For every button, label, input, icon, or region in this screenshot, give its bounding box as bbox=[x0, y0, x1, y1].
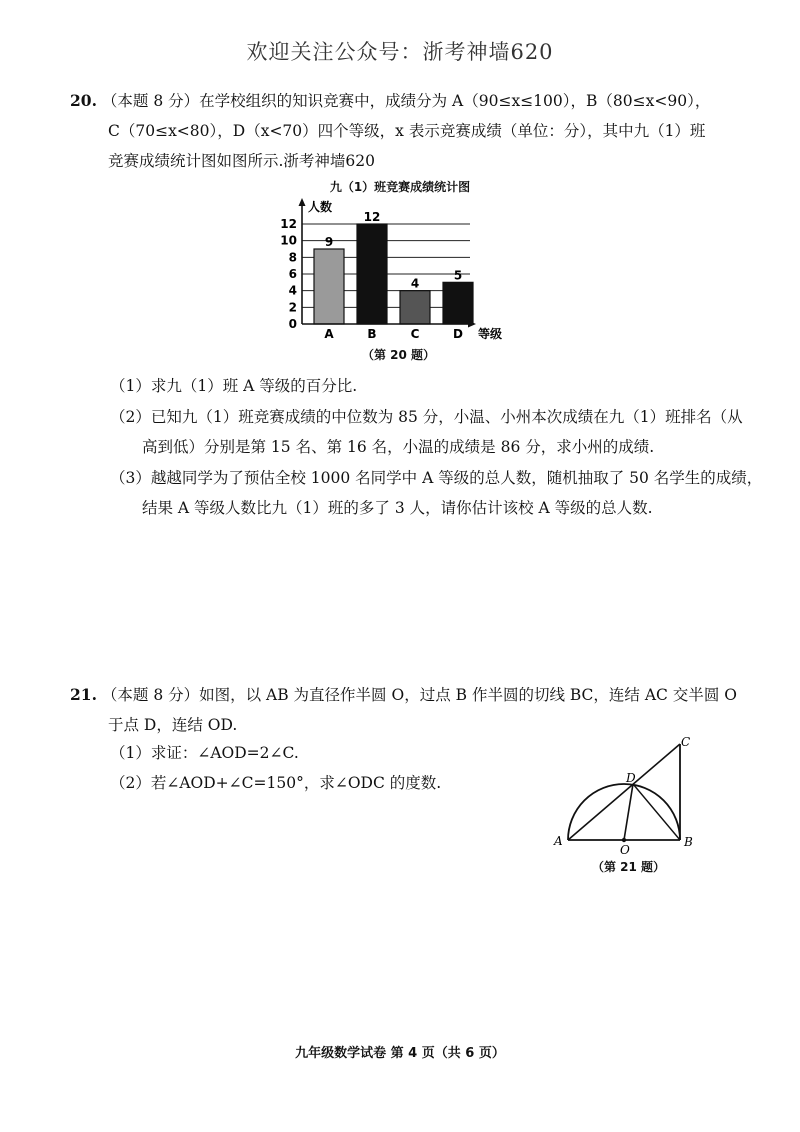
page-footer: 九年级数学试卷 第 4 页（共 6 页） bbox=[295, 1046, 505, 1061]
bar-chart bbox=[270, 196, 540, 346]
bar-value-label: 12 bbox=[363, 210, 381, 224]
q20-part3 bbox=[110, 463, 770, 523]
bar-value-label: 9 bbox=[324, 235, 334, 249]
watermark-text: 欢迎关注公众号：浙考神墙620 bbox=[246, 40, 554, 64]
question-21-number: 21. bbox=[70, 685, 97, 704]
segment-ac bbox=[568, 744, 680, 840]
y-tick-label: 4 bbox=[288, 283, 297, 298]
center-point-o bbox=[622, 838, 626, 842]
bar-value-label: 5 bbox=[453, 268, 463, 283]
q20-part2-line2: 高到低）分别是第 15 名、第 16 名，小温的成绩是 86 分，求小州的成绩. bbox=[142, 438, 655, 456]
q20-part3-line2: 结果 A 等级人数比九（1）班的多了 3 人，请你估计该校 A 等级的总人数. bbox=[142, 499, 653, 517]
q21-part1: （1）求证：∠AOD=2∠C. bbox=[110, 744, 299, 762]
category-label: A bbox=[324, 327, 334, 341]
y-tick-label: 12 bbox=[280, 217, 297, 231]
q20-part2-line1: （2）已知九（1）班竞赛成绩的中位数为 85 分，小温、小州本次成绩在九（1）班排名（从 bbox=[110, 408, 743, 426]
y-axis-arrow bbox=[299, 198, 306, 206]
category-label: B bbox=[367, 327, 377, 341]
y-axis-label: 人数 bbox=[308, 200, 333, 214]
y-tick-label: 10 bbox=[280, 233, 297, 248]
label-b: B bbox=[684, 835, 693, 849]
question-21-line1: （本题 8 分）如图，以 AB 为直径作半圆 O，过点 B 作半圆的切线 BC，连结 AC 交半圆 O bbox=[101, 686, 737, 704]
bar-c bbox=[400, 291, 430, 324]
y-tick-label: 6 bbox=[288, 267, 297, 281]
question-21-line2: 于点 D，连结 OD. bbox=[108, 716, 238, 734]
q20-part1: （1）求九（1）班 A 等级的百分比. bbox=[110, 377, 358, 395]
segment-od bbox=[624, 784, 633, 840]
bar-d bbox=[443, 282, 473, 324]
label-a: A bbox=[554, 834, 563, 848]
q20-part2 bbox=[110, 402, 750, 462]
category-label: D bbox=[453, 327, 463, 341]
label-o: O bbox=[620, 843, 630, 857]
bar-a bbox=[314, 249, 344, 324]
question-20-line3: 竞赛成绩统计图如图所示.浙考神墙620 bbox=[108, 152, 376, 170]
category-label: C bbox=[410, 327, 420, 341]
question-20-line2: C（70≤x<80），D（x<70）四个等级，x 表示竞赛成绩（单位：分），其中九（1）班 bbox=[108, 122, 706, 140]
question-20-number: 20. bbox=[70, 91, 97, 110]
y-tick-label: 2 bbox=[288, 300, 297, 315]
chart-title: 九（1）班竞赛成绩统计图 bbox=[329, 180, 471, 194]
q21-part2: （2）若∠AOD+∠C=150°，求∠ODC 的度数. bbox=[110, 774, 442, 792]
y-tick-label: 0 bbox=[288, 317, 297, 331]
geometry-figure bbox=[550, 730, 710, 860]
caption-21: （第 21 题） bbox=[592, 860, 666, 874]
q20-part3-line1: （3）越越同学为了预估全校 1000 名同学中 A 等级的总人数，随机抽取了 50 名学生的成绩， bbox=[110, 469, 763, 487]
question-20-line1: （本题 8 分）在学校组织的知识竞赛中，成绩分为 A（90≤x≤100），B（80≤x<90）， bbox=[101, 92, 711, 110]
label-c: C bbox=[681, 735, 691, 749]
question-20 bbox=[70, 86, 740, 176]
bar-b bbox=[357, 224, 387, 324]
label-d: D bbox=[626, 771, 636, 785]
caption-20: （第 20 题） bbox=[362, 348, 436, 362]
bar-value-label: 4 bbox=[410, 276, 420, 291]
x-axis-label: 等级 bbox=[478, 327, 503, 341]
y-tick-label: 8 bbox=[288, 250, 297, 265]
